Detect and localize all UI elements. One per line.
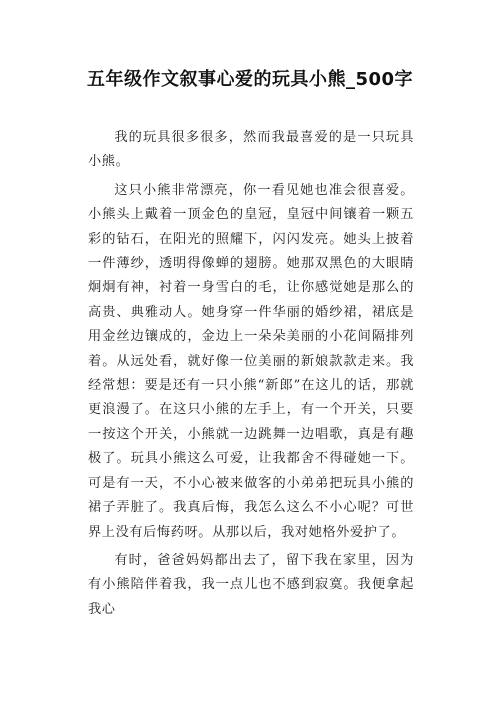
document-title: 五年级作文叙事心爱的玩具小熊_500字: [86, 69, 414, 90]
paragraph: 这只小熊非常漂亮，你一看见她也准会很喜爱。小熊头上戴着一顶金色的皇冠，皇冠中间镶着一颗五彩的钻石，在阳光的照耀下，闪闪发亮。她头上披着一件薄纱，透明得像蝉的翅膀。她那双黑色的大眼睛炯炯有神，衬着一身雪白的毛，让你感觉她是那么的高贵、典雅动人。她身穿一件华丽的婚纱裙，裙底是用金丝边镶成的，金边上一朵朵美丽的小花间隔排列着。从远处看，就好像一位美丽的新娘款款走来。我经常想：要是还有一只小熊“新郎”在这儿的话，那就更浪漫了。在这只小熊的左手上，有一个开关，只要一按这个开关，小熊就一边跳舞一边唱歌，真是有趣极了。玩具小熊这么可爱，让我都舍不得碰她一下。可是有一天，不小心被来做客的小弟弟把玩具小熊的裙子弄脏了。我真后悔，我怎么这么不小心呢？可世界上没有后悔药呀。从那以后，我对她格外爱护了。: [88, 182, 414, 540]
document-body: [88, 126, 414, 626]
paragraph: 有时，爸爸妈妈都出去了，留下我在家里，因为有小熊陪伴着我，我一点儿也不感到寂寞。我便拿起我心: [88, 552, 414, 617]
paragraph: 我的玩具很多很多，然而我最喜爱的是一只玩具小熊。: [88, 130, 414, 170]
